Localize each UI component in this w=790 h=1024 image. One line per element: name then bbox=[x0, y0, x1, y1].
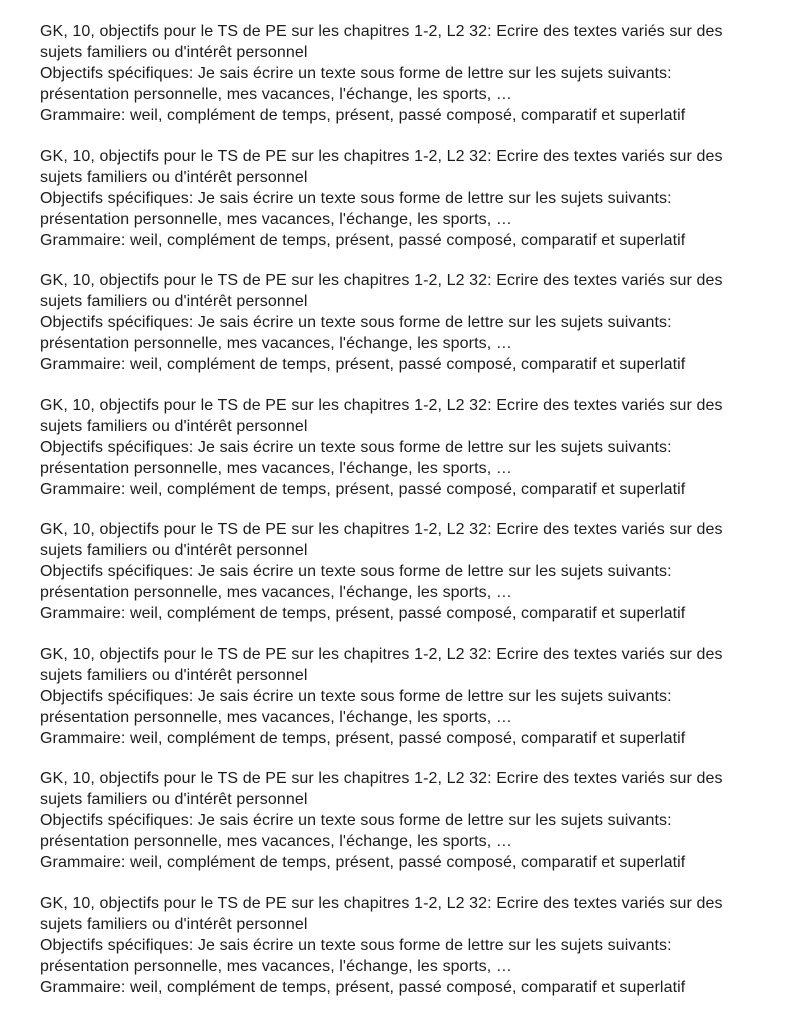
objectives-title-line-2: sujets familiers ou d'intérêt personnel bbox=[40, 293, 308, 310]
grammar-line: Grammaire: weil, complément de temps, présent, passé composé, comparatif et superlatif bbox=[40, 231, 686, 249]
grammar-line: Grammaire: weil, complément de temps, présent, passé composé, comparatif et superlatif bbox=[40, 605, 686, 622]
specific-objectives-line-1: Objectifs spécifiques: Je sais écrire un texte sous forme de lettre sur les sujets suivants: bbox=[40, 812, 672, 829]
objectives-title-line-2: sujets familiers ou d'intérêt personnel bbox=[40, 44, 308, 61]
specific-objectives-line-1: Objectifs spécifiques: Je sais écrire un texte sous forme de lettre sur les sujets suivants: bbox=[40, 936, 672, 954]
specific-objectives-line-1: Objectifs spécifiques: Je sais écrire un texte sous forme de lettre sur les sujets suivants: bbox=[40, 65, 672, 82]
lesson-objectives-block bbox=[40, 21, 782, 126]
lesson-objectives-block bbox=[40, 644, 782, 749]
specific-objectives-line-2: présentation personnelle, mes vacances, l'échange, les sports, … bbox=[40, 957, 512, 975]
lesson-objectives-block bbox=[40, 768, 782, 873]
specific-objectives-line-2: présentation personnelle, mes vacances, l'échange, les sports, … bbox=[40, 86, 512, 103]
lesson-objectives-block bbox=[40, 395, 782, 500]
objectives-title-line-2: sujets familiers ou d'intérêt personnel bbox=[40, 542, 308, 559]
specific-objectives-line-2: présentation personnelle, mes vacances, l'échange, les sports, … bbox=[40, 584, 512, 601]
specific-objectives-line-1: Objectifs spécifiques: Je sais écrire un texte sous forme de lettre sur les sujets suivants: bbox=[40, 189, 672, 207]
specific-objectives-line-2: présentation personnelle, mes vacances, l'échange, les sports, … bbox=[40, 335, 512, 352]
objectives-title-line-1: GK, 10, objectifs pour le TS de PE sur les chapitres 1-2, L2 32: Ecrire des textes variés sur des bbox=[40, 272, 723, 289]
specific-objectives-line-1: Objectifs spécifiques: Je sais écrire un texte sous forme de lettre sur les sujets suivants: bbox=[40, 438, 672, 456]
grammar-line: Grammaire: weil, complément de temps, présent, passé composé, comparatif et superlatif bbox=[40, 480, 686, 498]
grammar-line: Grammaire: weil, complément de temps, présent, passé composé, comparatif et superlatif bbox=[40, 107, 686, 124]
grammar-line: Grammaire: weil, complément de temps, présent, passé composé, comparatif et superlatif bbox=[40, 978, 686, 996]
objectives-title-line-2: sujets familiers ou d'intérêt personnel bbox=[40, 666, 308, 684]
specific-objectives-line-2: présentation personnelle, mes vacances, l'échange, les sports, … bbox=[40, 708, 512, 726]
objectives-title-line-1: GK, 10, objectifs pour le TS de PE sur les chapitres 1-2, L2 32: Ecrire des textes variés sur des bbox=[40, 521, 723, 538]
objectives-title-line-1: GK, 10, objectifs pour le TS de PE sur les chapitres 1-2, L2 32: Ecrire des textes variés sur des bbox=[40, 770, 723, 787]
specific-objectives-line-2: présentation personnelle, mes vacances, l'échange, les sports, … bbox=[40, 210, 512, 228]
objectives-title-line-1: GK, 10, objectifs pour le TS de PE sur les chapitres 1-2, L2 32: Ecrire des textes variés sur des bbox=[40, 147, 723, 165]
objectives-title-line-1: GK, 10, objectifs pour le TS de PE sur les chapitres 1-2, L2 32: Ecrire des textes variés sur des bbox=[40, 645, 723, 663]
objectives-title-line-1: GK, 10, objectifs pour le TS de PE sur les chapitres 1-2, L2 32: Ecrire des textes variés sur des bbox=[40, 23, 723, 40]
lesson-objectives-block bbox=[40, 519, 782, 624]
grammar-line: Grammaire: weil, complément de temps, présent, passé composé, comparatif et superlatif bbox=[40, 854, 686, 871]
objectives-title-line-2: sujets familiers ou d'intérêt personnel bbox=[40, 168, 308, 186]
lesson-objectives-block bbox=[40, 146, 782, 251]
objectives-title-line-2: sujets familiers ou d'intérêt personnel bbox=[40, 417, 308, 435]
specific-objectives-line-2: présentation personnelle, mes vacances, l'échange, les sports, … bbox=[40, 833, 512, 850]
specific-objectives-line-1: Objectifs spécifiques: Je sais écrire un texte sous forme de lettre sur les sujets suivants: bbox=[40, 314, 672, 331]
grammar-line: Grammaire: weil, complément de temps, présent, passé composé, comparatif et superlatif bbox=[40, 356, 686, 373]
specific-objectives-line-2: présentation personnelle, mes vacances, l'échange, les sports, … bbox=[40, 459, 512, 477]
lesson-objectives-block bbox=[40, 270, 782, 375]
objectives-title-line-1: GK, 10, objectifs pour le TS de PE sur les chapitres 1-2, L2 32: Ecrire des textes variés sur des bbox=[40, 396, 723, 414]
objectives-title-line-2: sujets familiers ou d'intérêt personnel bbox=[40, 791, 308, 808]
objectives-title-line-2: sujets familiers ou d'intérêt personnel bbox=[40, 915, 308, 933]
lesson-objectives-block bbox=[40, 893, 782, 998]
specific-objectives-line-1: Objectifs spécifiques: Je sais écrire un texte sous forme de lettre sur les sujets suivants: bbox=[40, 687, 672, 705]
objectives-title-line-1: GK, 10, objectifs pour le TS de PE sur les chapitres 1-2, L2 32: Ecrire des textes variés sur des bbox=[40, 894, 723, 912]
specific-objectives-line-1: Objectifs spécifiques: Je sais écrire un texte sous forme de lettre sur les sujets suivants: bbox=[40, 563, 672, 580]
grammar-line: Grammaire: weil, complément de temps, présent, passé composé, comparatif et superlatif bbox=[40, 729, 686, 747]
